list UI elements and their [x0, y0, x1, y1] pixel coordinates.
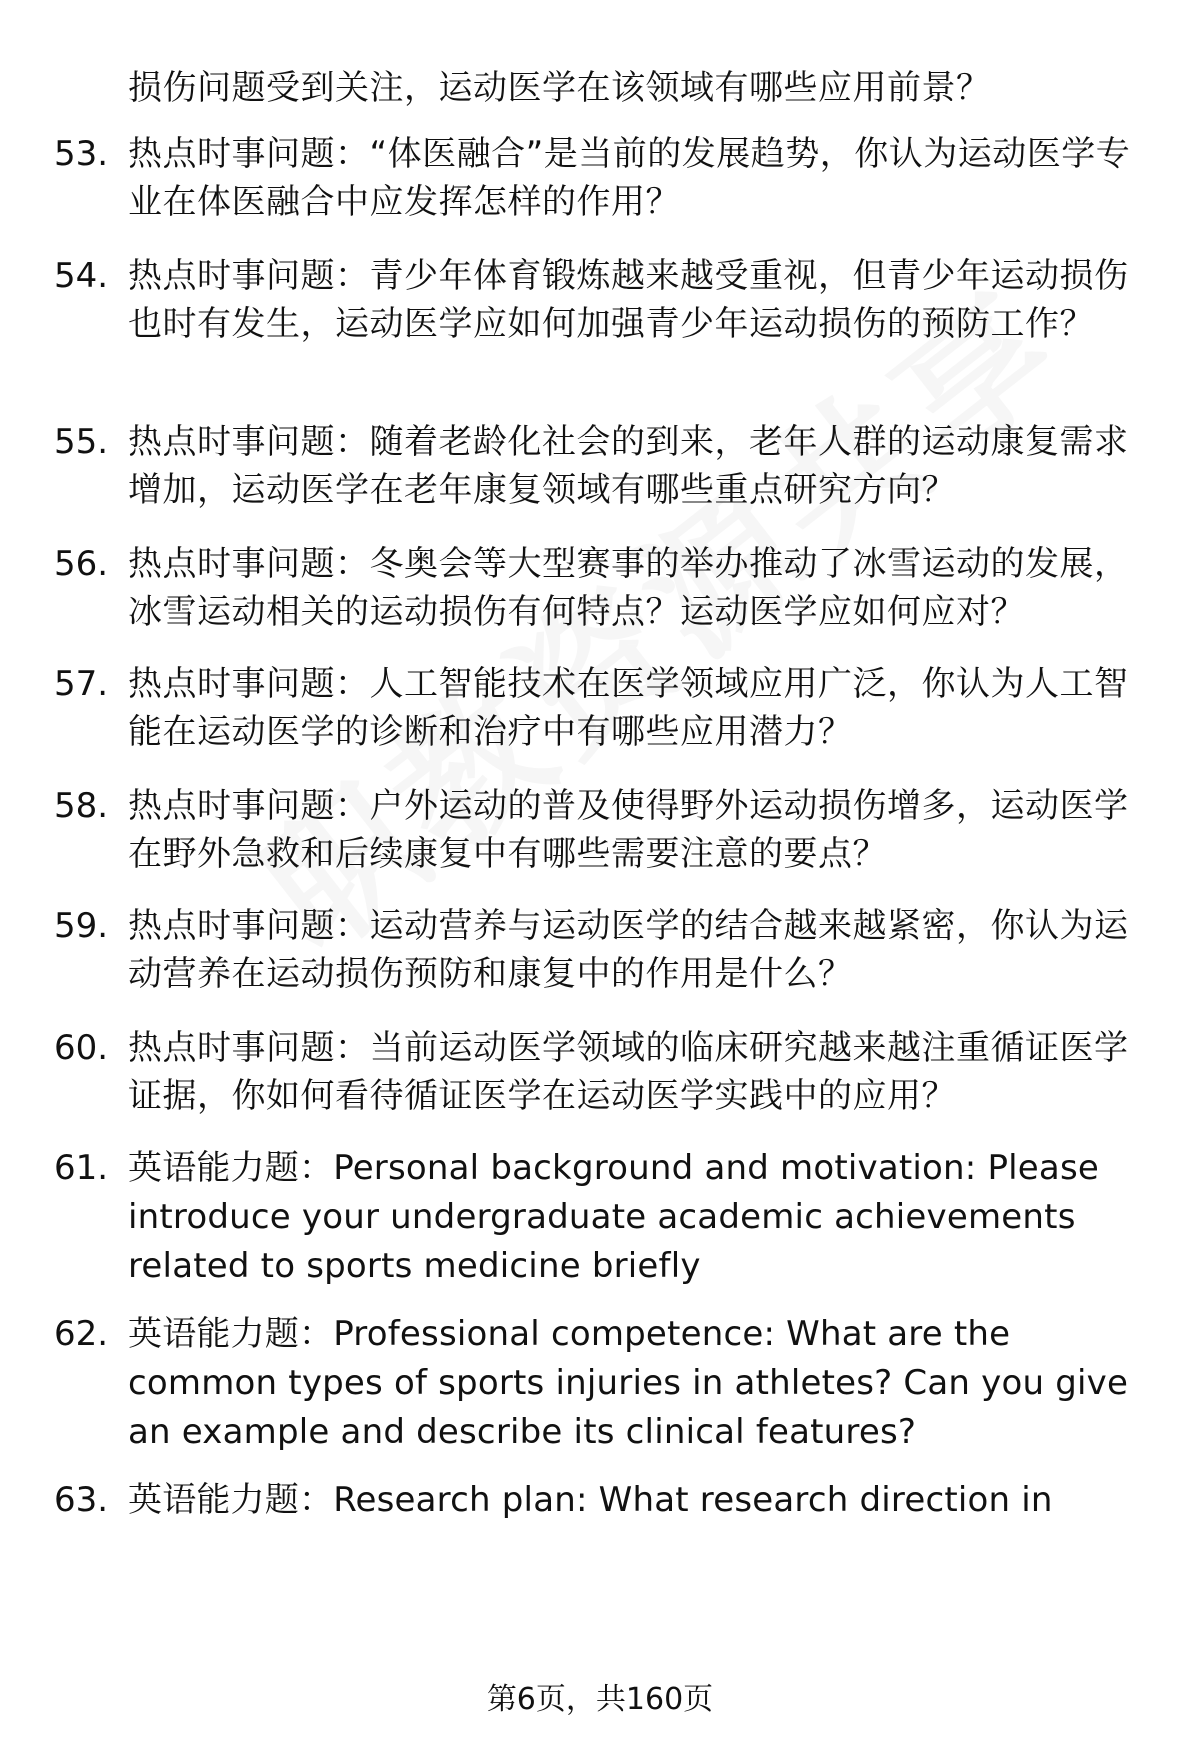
question-number: 57.	[54, 664, 109, 704]
question-text: 英语能力题：Personal background and motivation: Please introduce your undergraduate academic achievements related to sports medicine briefly	[128, 1148, 1099, 1286]
question-number: 56.	[54, 544, 109, 584]
question-number: 58.	[54, 786, 109, 826]
question-text: 热点时事问题：“体医融合”是当前的发展趋势，你认为运动医学专业在体医融合中应发挥怎样的作用？	[128, 134, 1131, 222]
question-number: 53.	[54, 134, 109, 174]
page-footer: 第6页，共160页	[486, 1682, 714, 1717]
question-text: 热点时事问题：冬奥会等大型赛事的举办推动了冰雪运动的发展，冰雪运动相关的运动损伤有何特点？运动医学应如何应对？	[128, 544, 1129, 632]
question-text: 英语能力题：Professional competence: What are the common types of sports injuries in athletes? Can you give an example and describe its clinical features?	[128, 1314, 1129, 1452]
question-text: 英语能力题：Research plan: What research direction in	[128, 1480, 1053, 1520]
question-number: 59.	[54, 906, 109, 946]
question-text: 热点时事问题：当前运动医学领域的临床研究越来越注重循证医学证据，你如何看待循证医学在运动医学实践中的应用？	[128, 1028, 1129, 1116]
question-number: 54.	[54, 256, 109, 296]
question-number: 60.	[54, 1028, 109, 1068]
question-text: 热点时事问题：青少年体育锻炼越来越受重视，但青少年运动损伤也时有发生，运动医学应如何加强青少年运动损伤的预防工作？	[128, 256, 1129, 344]
question-text: 热点时事问题：户外运动的普及使得野外运动损伤增多，运动医学在野外急救和后续康复中有哪些需要注意的要点？	[128, 786, 1129, 874]
question-number: 62.	[54, 1314, 109, 1354]
question-text: 热点时事问题：随着老龄化社会的到来，老年人群的运动康复需求增加，运动医学在老年康复领域有哪些重点研究方向？	[128, 422, 1129, 510]
question-number: 61.	[54, 1148, 109, 1188]
question-text: 热点时事问题：运动营养与运动医学的结合越来越紧密，你认为运动营养在运动损伤预防和康复中的作用是什么？	[128, 906, 1129, 994]
question-number: 55.	[54, 422, 109, 462]
question-number: 63.	[54, 1480, 109, 1520]
continuation-text: 损伤问题受到关注，运动医学在该领域有哪些应用前景？	[128, 68, 991, 108]
question-text: 热点时事问题：人工智能技术在医学领域应用广泛，你认为人工智能在运动医学的诊断和治疗中有哪些应用潜力？	[128, 664, 1129, 752]
